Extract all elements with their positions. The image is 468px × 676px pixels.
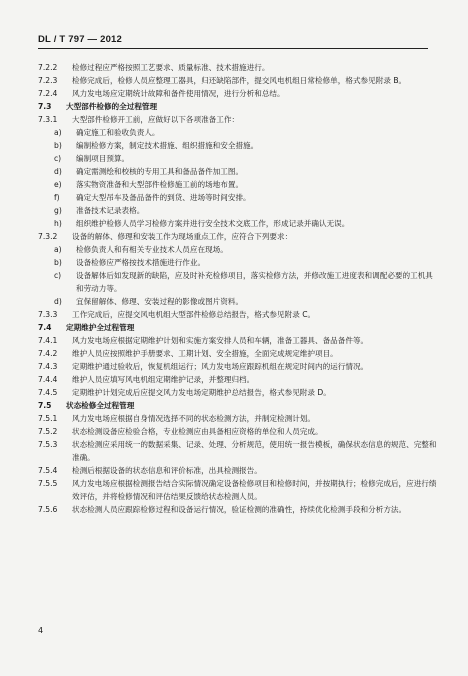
clause-number: 7.5.6	[38, 505, 58, 514]
clause-paragraph	[38, 360, 438, 373]
section-heading	[38, 100, 438, 113]
list-item	[38, 165, 438, 178]
clause-text: 大型部件检修开工前，应做好以下各项准备工作：	[72, 115, 240, 124]
list-item-marker: f)	[54, 193, 60, 202]
clause-text: 维护人员应填写风电机组定期维护记录，并整理归档。	[72, 375, 255, 384]
document-body	[38, 61, 438, 516]
section-number: 7.4	[38, 323, 52, 332]
clause-text: 状态检测应采用统一的数据采集、记录、处理、分析规范，使用统一报告模板，确保状态信息的规范、完整和准确。	[72, 440, 437, 462]
list-item	[38, 256, 438, 269]
list-item-marker: c)	[54, 271, 62, 280]
clause-number: 7.3.1	[38, 115, 58, 124]
list-item	[38, 191, 438, 204]
section-number: 7.5	[38, 401, 52, 410]
clause-paragraph	[38, 477, 438, 503]
clause-text: 定期维护计划完成后应提交风力发电场定期维护总结报告，格式参见附录 D。	[72, 388, 331, 397]
list-item-text: 确定大型吊车及备品备件的到货、进场等时间安排。	[76, 193, 251, 202]
list-item-text: 设备解体后如发现新的缺陷，应及时补充检修项目，落实检修方法，并修改施工进度表和调配必要的工机具和劳动力等。	[76, 271, 433, 293]
list-item-text: 确定施工和验收负责人。	[76, 128, 160, 137]
list-item-marker: d)	[54, 297, 62, 306]
page-number: 4	[38, 626, 44, 635]
list-item-marker: d)	[54, 167, 62, 176]
clause-number: 7.5.2	[38, 427, 58, 436]
clause-text: 风力发电场应根据检测报告结合实际情况确定设备检修项目和检修时间，并按期执行；检修完成后，应进行绩效评估，并将检修情况和评估结果反馈给状态检测人员。	[72, 479, 437, 501]
clause-paragraph	[38, 438, 438, 464]
clause-paragraph	[38, 373, 438, 386]
list-item-marker: g)	[54, 206, 62, 215]
clause-paragraph	[38, 412, 438, 425]
list-item-marker: b)	[54, 141, 62, 150]
list-item	[38, 139, 438, 152]
list-item-marker: c)	[54, 154, 62, 163]
clause-paragraph	[38, 347, 438, 360]
clause-paragraph	[38, 308, 438, 321]
section-heading	[38, 399, 438, 412]
clause-number: 7.3.3	[38, 310, 58, 319]
list-item	[38, 269, 438, 295]
clause-number: 7.2.2	[38, 63, 58, 72]
clause-number: 7.5.5	[38, 479, 58, 488]
clause-text: 定期维护通过验收后，恢复机组运行；风力发电场应跟踪机组在规定时间内的运行情况。	[72, 362, 369, 371]
document-code-header: DL / T 797 — 2012	[38, 34, 428, 49]
clause-text: 设备的解体、修理和安装工作为现场重点工作，应符合下列要求：	[72, 232, 293, 241]
list-item	[38, 295, 438, 308]
clause-paragraph	[38, 464, 438, 477]
clause-number: 7.4.2	[38, 349, 58, 358]
list-item-text: 编制检修方案，制定技术措施、组织措施和安全措施。	[76, 141, 259, 150]
clause-text: 状态检测设备应检验合格，专业检测应由具备相应资格的单位和人员完成。	[72, 427, 323, 436]
clause-number: 7.3.2	[38, 232, 58, 241]
clause-paragraph	[38, 113, 438, 126]
list-item-marker: b)	[54, 258, 62, 267]
clause-number: 7.4.1	[38, 336, 58, 345]
clause-text: 检修完成后，检修人员应整理工器具，归还缺陷部件，提交风电机组日常检修单，格式参见附录 B。	[72, 76, 407, 85]
clause-number: 7.4.4	[38, 375, 58, 384]
section-title: 定期维护全过程管理	[66, 323, 135, 332]
clause-paragraph	[38, 61, 438, 74]
clause-paragraph	[38, 334, 438, 347]
list-item-marker: a)	[54, 245, 62, 254]
list-item-text: 检修负责人和有相关专业技术人员应在现场。	[76, 245, 228, 254]
section-title: 大型部件检修的全过程管理	[66, 102, 158, 111]
list-item-text: 组织维护检修人员学习检修方案并进行安全技术交底工作，形成记录并确认无误。	[76, 219, 350, 228]
clause-paragraph	[38, 230, 438, 243]
clause-text: 风力发电场应定期统计故障和备件使用情况，进行分析和总结。	[72, 89, 285, 98]
list-item-marker: h)	[54, 219, 62, 228]
list-item-text: 确定需测绘和校核的专用工具和备品备件加工图。	[76, 167, 244, 176]
list-item-marker: a)	[54, 128, 62, 137]
list-item-text: 设备检修应严格按技术措施进行作业。	[76, 258, 206, 267]
clause-text: 风力发电场应根据定期维护计划和实施方案安排人员和车辆，准备工器具、备品备件等。	[72, 336, 369, 345]
clause-text: 检修过程应严格按照工艺要求、质量标准、技术措施进行。	[72, 63, 270, 72]
list-item-text: 宜保留解体、修理、安装过程的影像或图片资料。	[76, 297, 244, 306]
clause-number: 7.2.3	[38, 76, 58, 85]
list-item-marker: e)	[54, 180, 62, 189]
clause-number: 7.4.3	[38, 362, 58, 371]
clause-number: 7.4.5	[38, 388, 58, 397]
list-item-text: 落实物资准备和大型部件检修施工前的场地布置。	[76, 180, 244, 189]
list-item-text: 编制项目预算。	[76, 154, 130, 163]
clause-text: 检测后根据设备的状态信息和评价标准，出具检测报告。	[72, 466, 262, 475]
list-item	[38, 204, 438, 217]
clause-paragraph	[38, 87, 438, 100]
list-item	[38, 243, 438, 256]
clause-text: 工作完成后，应提交风电机组大型部件检修总结报告，格式参见附录 C。	[72, 310, 316, 319]
list-item	[38, 126, 438, 139]
section-title: 状态检修全过程管理	[66, 401, 135, 410]
clause-number: 7.5.4	[38, 466, 58, 475]
clause-text: 风力发电场应根据自身情况选择不同的状态检测方法，并制定检测计划。	[72, 414, 315, 423]
clause-number: 7.5.1	[38, 414, 58, 423]
clause-paragraph	[38, 386, 438, 399]
clause-paragraph	[38, 74, 438, 87]
clause-paragraph	[38, 425, 438, 438]
section-number: 7.3	[38, 102, 52, 111]
clause-number: 7.5.3	[38, 440, 58, 449]
list-item	[38, 152, 438, 165]
list-item-text: 准备技术记录表格。	[76, 206, 145, 215]
clause-text: 维护人员应按照维护手册要求、工期计划、安全措施，全面完成规定维护项目。	[72, 349, 338, 358]
list-item	[38, 178, 438, 191]
section-heading	[38, 321, 438, 334]
clause-paragraph	[38, 503, 438, 516]
clause-number: 7.2.4	[38, 89, 58, 98]
clause-text: 状态检测人员应跟踪检修过程和设备运行情况，验证检测的准确性，持续优化检测手段和分析方法。	[72, 505, 407, 514]
list-item	[38, 217, 438, 230]
